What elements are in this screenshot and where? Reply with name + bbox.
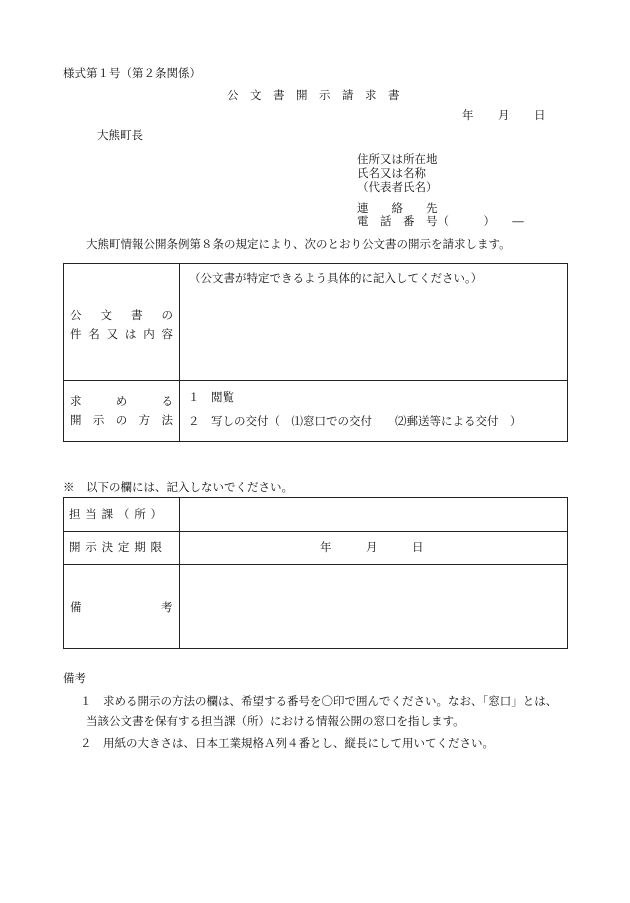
office-use-note: ※ 以下の欄には、記入しないでください。 [63,480,293,494]
contact-label: 連 絡 先 [357,201,438,215]
note-1-line-1: １ 求める開示の方法の欄は、希望する番号を〇印で囲んでください。なお、「窓口」とは、 [80,694,558,708]
office-table-row-divider-1 [63,531,568,532]
request-table-divider [179,263,180,442]
department-label: 担 当 課 （ 所 ） [69,507,163,521]
deadline-label: 開 示 決 定 期 限 [69,540,163,554]
note-2: ２ 用紙の大きさは、日本工業規格Ａ列４番とし、縦長にして用いてください。 [80,736,494,750]
method-option-copy[interactable]: ２ 写しの交付（ ⑴窓口での交付 ⑵郵送等による交付 ） [188,414,522,428]
doc-title-hint: （公文書が特定できるよう具体的に記入してください。） [189,271,483,285]
intro-text: 大熊町情報公開条例第８条の規定により、次のとおり公文書の開示を請求します。 [86,237,511,251]
phone-label: 電 話 番 号（ ） ― [357,214,524,228]
method-option-inspection[interactable]: １ 閲覧 [188,390,234,404]
doc-title-label: 公 文 書 の 件 名 又 は 内 容 [70,308,173,341]
note-1-line-2: 当該公文書を保有する担当課（所）における情報公開の窓口を指します。 [86,714,465,728]
date-day-label: 日 [534,108,546,122]
office-table-row-divider-2 [63,564,568,565]
representative-label: （代表者氏名） [357,180,438,194]
remarks-label-right: 考 [161,600,173,614]
request-table-row-divider [63,380,568,381]
office-table-divider [179,497,180,649]
form-number: 様式第１号（第２条関係） [63,66,201,80]
notes-heading: 備考 [63,671,86,685]
deadline-date: 年 月 日 [320,540,424,554]
name-label: 氏名又は名称 [357,166,426,180]
date-year-label: 年 [462,108,474,122]
addressee: 大熊町長 [97,128,143,142]
remarks-label-left: 備 [70,600,82,614]
page-title: 公 文 書 開 示 請 求 書 [227,88,400,102]
doc-title-field[interactable] [184,290,562,376]
disclosure-method-label: 求 め る 開 示 の 方 法 [70,394,173,427]
address-label: 住所又は所在地 [357,152,438,166]
date-month-label: 月 [498,108,510,122]
